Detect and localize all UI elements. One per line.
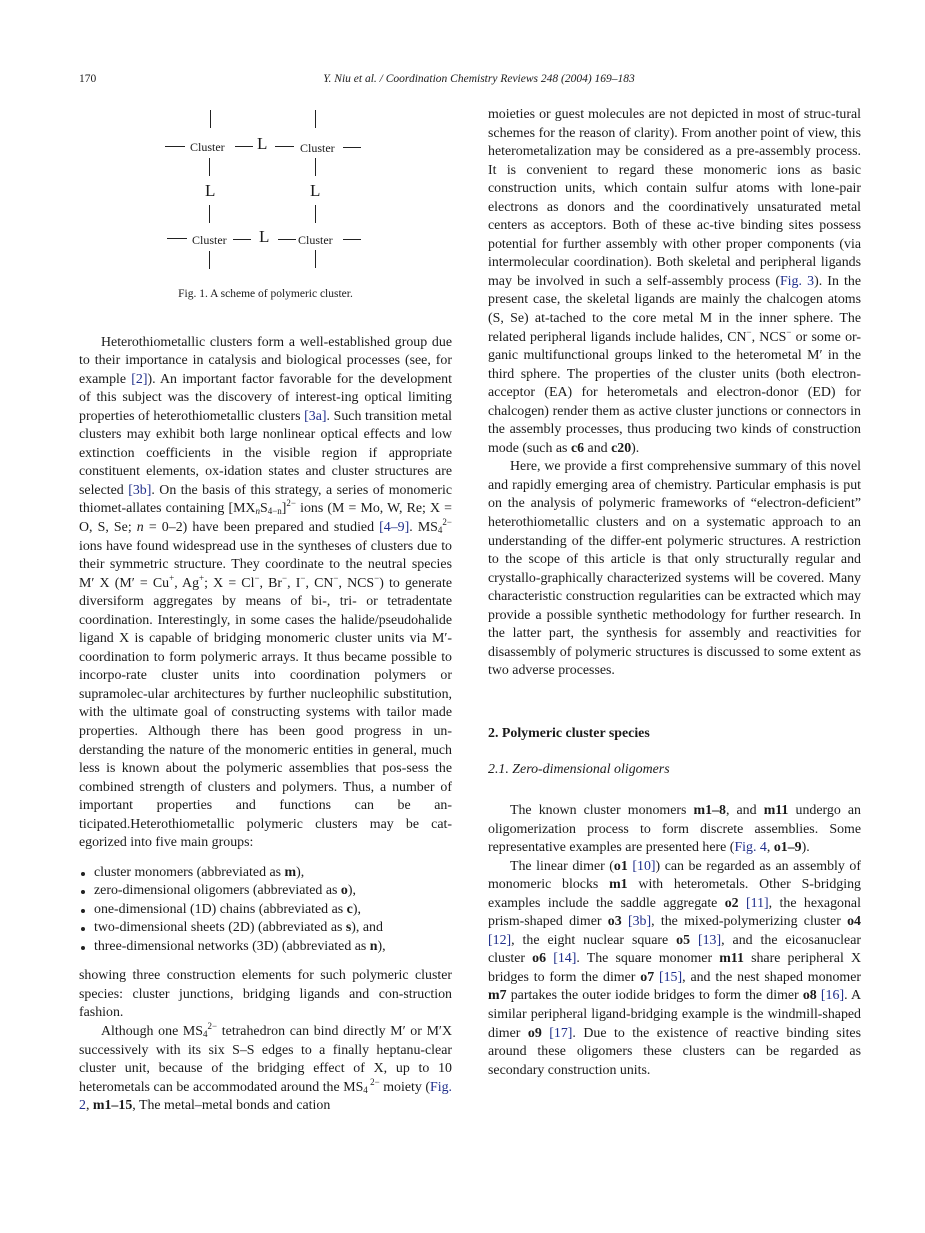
- citation-link[interactable]: [3a]: [304, 408, 327, 424]
- section-heading: 2. Polymeric cluster species: [488, 725, 650, 741]
- list-item: three-dimensional networks (3D) (abbreviated as n),: [79, 938, 452, 957]
- bond-line: [343, 147, 361, 148]
- citation-link[interactable]: [12]: [488, 932, 512, 948]
- citation-link[interactable]: [16]: [820, 988, 845, 1004]
- bond-line: [165, 146, 185, 147]
- running-head: Y. Niu et al. / Coordination Chemistry Reviews 248 (2004) 169–183: [323, 73, 635, 85]
- bond-line: [315, 205, 316, 223]
- bond-line: [209, 205, 210, 223]
- right-column: [488, 106, 861, 1080]
- paragraph-oligomers-intro: The known cluster monomers m1–8, and m11 undergo an oligomerization process to form discrete assemblies. Some representative examples are presented here (Fig. 4, o1–9).: [488, 802, 861, 856]
- ligand-node: L: [259, 227, 270, 246]
- figure-link[interactable]: Fig. 2: [79, 1079, 453, 1114]
- citation-link[interactable]: [17]: [549, 1025, 573, 1041]
- figure-link[interactable]: Fig. 4: [734, 840, 767, 856]
- bond-line: [167, 238, 187, 239]
- paragraph-oligomer-examples: The linear dimer (o1 [10]) can be regarded as an assembly of monomeric blocks m1 with heterometals. Other S-bridging examples include the saddle aggregate o2 [11], the hexagonal prism-shaped dimer o3 [3b], the mixed-polymerizing cluster o4 [12], the eight nuclear square o5 [13], and the eicosanuclear cluster o6 [14]. The square monomer m11 share peripheral X bridges to form the dimer o7 [15], and the nest shaped monomer m7 partakes the outer iodide bridges to form the dimer o8 [16]. A similar peripheral ligand-bridging example is the windmill-shaped dimer o9 [17]. Due to the existence of reactive binding sites around these oligomers these clusters can be regarded as secondary construction units.: [488, 858, 861, 1078]
- citation-link[interactable]: [14]: [553, 951, 577, 967]
- citation-link[interactable]: [10]: [632, 858, 656, 874]
- cluster-node: Cluster: [298, 233, 333, 247]
- list-item: two-dimensional sheets (2D) (abbreviated as s), and: [79, 919, 452, 938]
- citation-link[interactable]: [4–9]: [379, 520, 410, 536]
- ligand-node: L: [310, 181, 321, 200]
- bond-line: [343, 239, 361, 240]
- page-number: 170: [79, 73, 97, 85]
- bond-line: [315, 158, 316, 176]
- bond-line: [315, 110, 316, 128]
- ligand-node: L: [205, 181, 216, 200]
- citation-link[interactable]: [11]: [746, 895, 769, 911]
- bond-line: [275, 146, 294, 147]
- subsection-heading: 2.1. Zero-dimensional oligomers: [488, 761, 670, 777]
- list-item: one-dimensional (1D) chains (abbreviated as c),: [79, 901, 452, 920]
- left-column: [79, 100, 452, 1116]
- bond-line: [278, 239, 296, 240]
- list-item: zero-dimensional oligomers (abbreviated as o),: [79, 882, 452, 901]
- bond-line: [209, 251, 210, 269]
- citation-link[interactable]: [3b]: [627, 914, 652, 930]
- bond-line: [209, 158, 210, 176]
- cluster-node: Cluster: [190, 140, 225, 154]
- paragraph-continuation: moieties or guest molecules are not depicted in most of struc-tural schemes for the reason of clarity). From another point of view, this heterometalization may be considered as a pre-assembly process. It is convenient to regard these monomeric ions as basic construction units, which contain sulfur atoms with lone-pair electrons as donors and the coordinatively unsaturated metal centers as acceptors. Both of these ac-tive binding sites possess potential for further assembly with other proper components (via intermolecular coordination). Both skeletal and peripheral ligands may be involved in such a self-assembly process (Fig. 3). In the present case, the skeletal ligands are mainly the chalcogen atoms (S, Se) at-tached to the core metal M in the inner sphere. The related peripheral ligands include halides, CN−, NCS− or some or-ganic multifunctional groups linked to the heterometal M′ in the third sphere. The properties of the cluster units (both electron-acceptor (EA) for heterometals and electron-donor (ED) for chalcogen) render them as active cluster junctions or connectors in the assembly processes, thus producing two kinds of construction mode (such as c6 and c20).: [488, 107, 862, 456]
- paragraph-construction-elements: showing three construction elements for such polymeric cluster species: cluster junctions, bridging ligands and con-struction fashion.: [79, 968, 452, 1021]
- ligand-node: L: [257, 134, 268, 153]
- cluster-node: Cluster: [192, 233, 227, 247]
- figure-1-scheme: [79, 100, 452, 270]
- list-item: cluster monomers (abbreviated as m),: [79, 864, 452, 883]
- group-list: [79, 864, 452, 957]
- page-header: [79, 73, 879, 89]
- paragraph-summary: Here, we provide a first comprehensive summary of this novel and rapidly emerging area of chemistry. Particular emphasis is put on the analysis of polymeric frameworks of “electron-deficient” heterothiometallic clusters and on a systematic approach to an understanding of the differ-ent polymeric structures. A restriction to the scope of this article is that only structurally regular and crystallo-graphically characterized systems will be covered. Many characteristic construction regularities can be extracted which may provide a possible synthetic methodology for further research. In the latter part, the synthesis for assembly and reactivities for disassembly of polymeric structures is discussed to some extent as two adverse processes.: [488, 459, 861, 679]
- citation-link[interactable]: [3b]: [128, 482, 152, 498]
- bond-line: [233, 239, 251, 240]
- bond-line: [210, 110, 211, 128]
- citation-link[interactable]: [15]: [658, 969, 683, 985]
- paragraph-intro: Heterothiometallic clusters form a well-established group due to their importance in catalysis and biological processes (see, for example [2]). An important factor favorable for the development of this subject was the discovery of interest-ing optical limiting properties of heterothiometallic clusters [3a]. Such transition metal clusters may exhibit both large nonlinear optical effects and low extinction coefficients in the visible region if appropriate constituent elements, ox-idation states and cluster structures are selected [3b]. On the basis of this strategy, a series of monomeric thiomet-allates containing $[MX_nS_{4-n}]^{2-}$ ions (M = Mo, W, Re; X = O, S, Se; n = 0–2) have been prepared and studied [4–9]. $MS_4^{2-}$ ions have found widespread use in the syntheses of clusters due to their symmetric structure. They coordinate to the neutral species M′ X (M′ = Cu+, Ag+; X = Cl−, Br−, I−, CN−, NCS−) to generate diversiform aggregates by means of bi-, tri- or tetradentate coordination. Interestingly, in some cases the halide/pseudohalide ligand X is capable of bridging monomeric cluster units via M′-coordination to form polymeric arrays. It thus became possible to incorpo-rate cluster units into coordination polymers or supramolec-ular architectures by further nucleophilic substitution, with the ultimate goal of constructing systems with tailor made properties. Although there has been good progress in un-derstanding the nature of the monomeric entities in general, much less is known about the polymeric assemblies that pos-sess the combined strength of clusters and polymers. Thus, a number of important properties and functions can be an-ticipated.Heterothiometallic polymeric clusters may be cat-egorized into five main groups:: [79, 334, 452, 851]
- cluster-node: Cluster: [300, 141, 335, 155]
- citation-link[interactable]: [13]: [697, 932, 722, 948]
- figure-1-caption: Fig. 1. A scheme of polymeric cluster.: [178, 288, 353, 300]
- paragraph-ms4: Although one $MS_4^{2-}$ tetrahedron can bind directly M′ or M′X successively with its six S–S edges to a finally heptanu-clear cluster unit, because of the bridging effect of X, up to 10 heterometals can be accommodated around the $MS_4$ $^{2-}$ moiety (Fig. 2, m1–15, The metal–metal bonds and cation: [79, 1021, 453, 1114]
- bond-line: [315, 250, 316, 268]
- bond-line: [235, 146, 253, 147]
- figure-link[interactable]: Fig. 3: [779, 273, 815, 289]
- citation-link[interactable]: [2]: [131, 371, 148, 387]
